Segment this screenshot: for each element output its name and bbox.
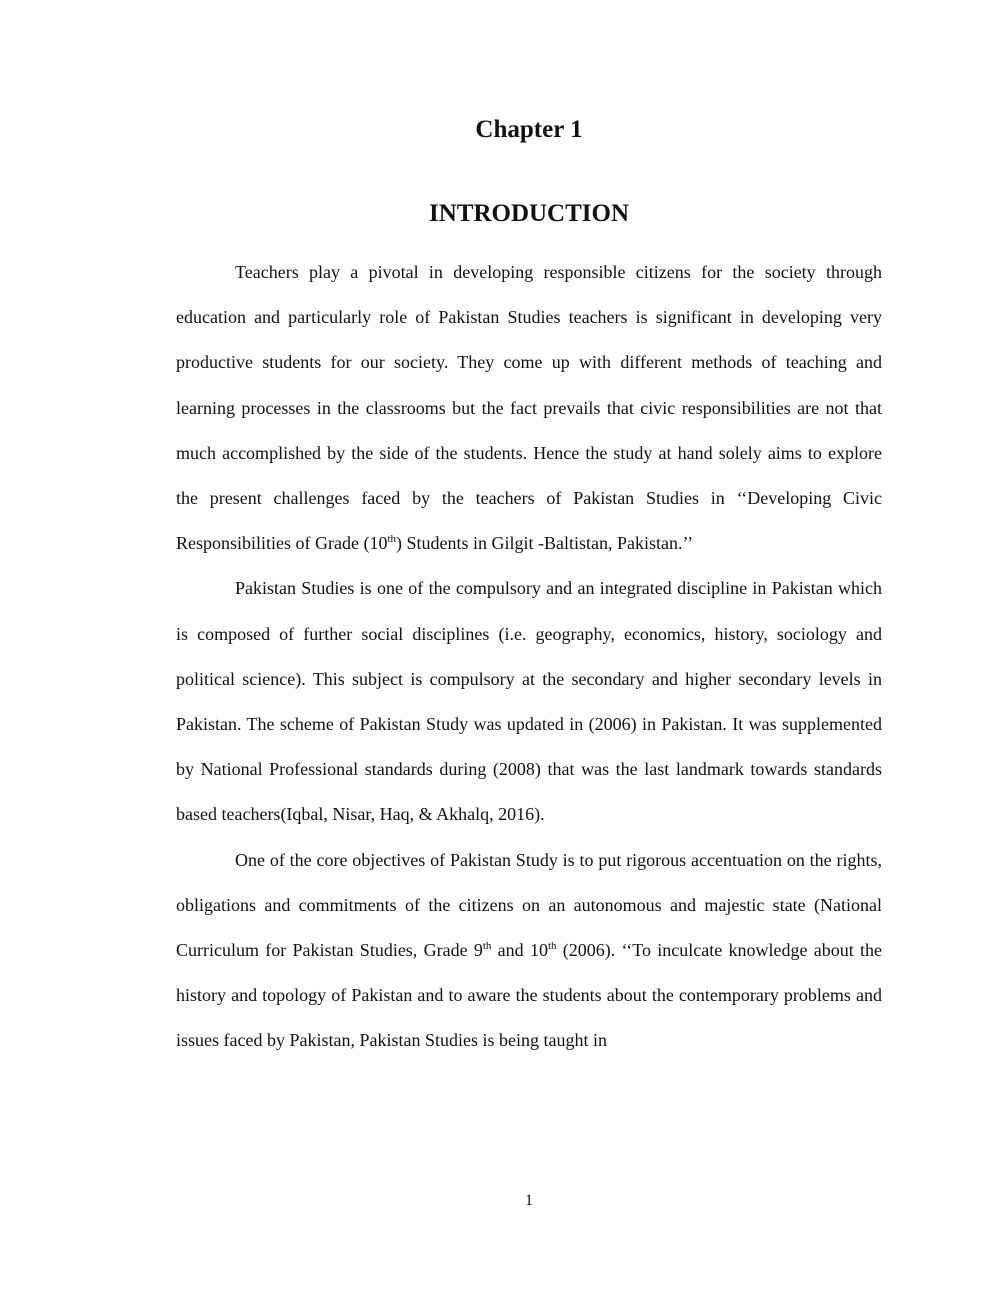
ordinal-superscript: th bbox=[547, 940, 557, 953]
page-number: 1 bbox=[525, 1192, 533, 1209]
paragraph-1-text-a: Teachers play a pivotal in developing responsible citizens for the society through education and particularly role of Pakistan Studies teachers is significant in developing very productive students for our society. They come up with different methods of teaching and learning processes in the classrooms but the fact prevails that civic responsibilities are not that much accomplished by the side of the students. Hence the study at hand solely aims to explore the present challenges faced by the teachers of Pakistan Studies in ‘‘Developing Civic Responsibilities of Grade (10 bbox=[176, 262, 882, 554]
paragraph-3-text-c: (2006). ‘‘To inculcate knowledge about the history and topology of Pakistan and to aware the students about the contemporary problems and issues faced by Pakistan, Pakistan Studies is being taught in bbox=[176, 940, 882, 1051]
ordinal-superscript: th bbox=[387, 533, 397, 546]
paragraph-2-text: Pakistan Studies is one of the compulsory and an integrated discipline in Pakistan which is composed of further social disciplines (i.e. geography, economics, history, sociology and political science). This subject is compulsory at the secondary and higher secondary levels in Pakistan. The scheme of Pakistan Study was updated in (2006) in Pakistan. It was supplemented by National Professional standards during (2008) that was the last landmark towards standards based teachers(Iqbal, Nisar, Haq, & Akhalq, 2016). bbox=[176, 578, 882, 825]
chapter-heading: Chapter 1 bbox=[475, 116, 583, 143]
section-heading: INTRODUCTION bbox=[428, 200, 630, 227]
ordinal-superscript: th bbox=[482, 940, 492, 953]
paragraph-3 bbox=[176, 838, 882, 1064]
body-text bbox=[176, 250, 882, 1064]
paragraph-1-text-b: ) Students in Gilgit -Baltistan, Pakistan.’’ bbox=[396, 533, 694, 554]
paragraph-1 bbox=[176, 250, 882, 566]
paragraph-3-text-b: and 10 bbox=[491, 940, 548, 961]
paragraph-3-text-a: One of the core objectives of Pakistan Study is to put rigorous accentuation on the rights, obligations and commitments of the citizens on an autonomous and majestic state (National Curriculum for Pakistan Studies, Grade 9 bbox=[176, 849, 882, 961]
paragraph-2 bbox=[176, 566, 882, 837]
